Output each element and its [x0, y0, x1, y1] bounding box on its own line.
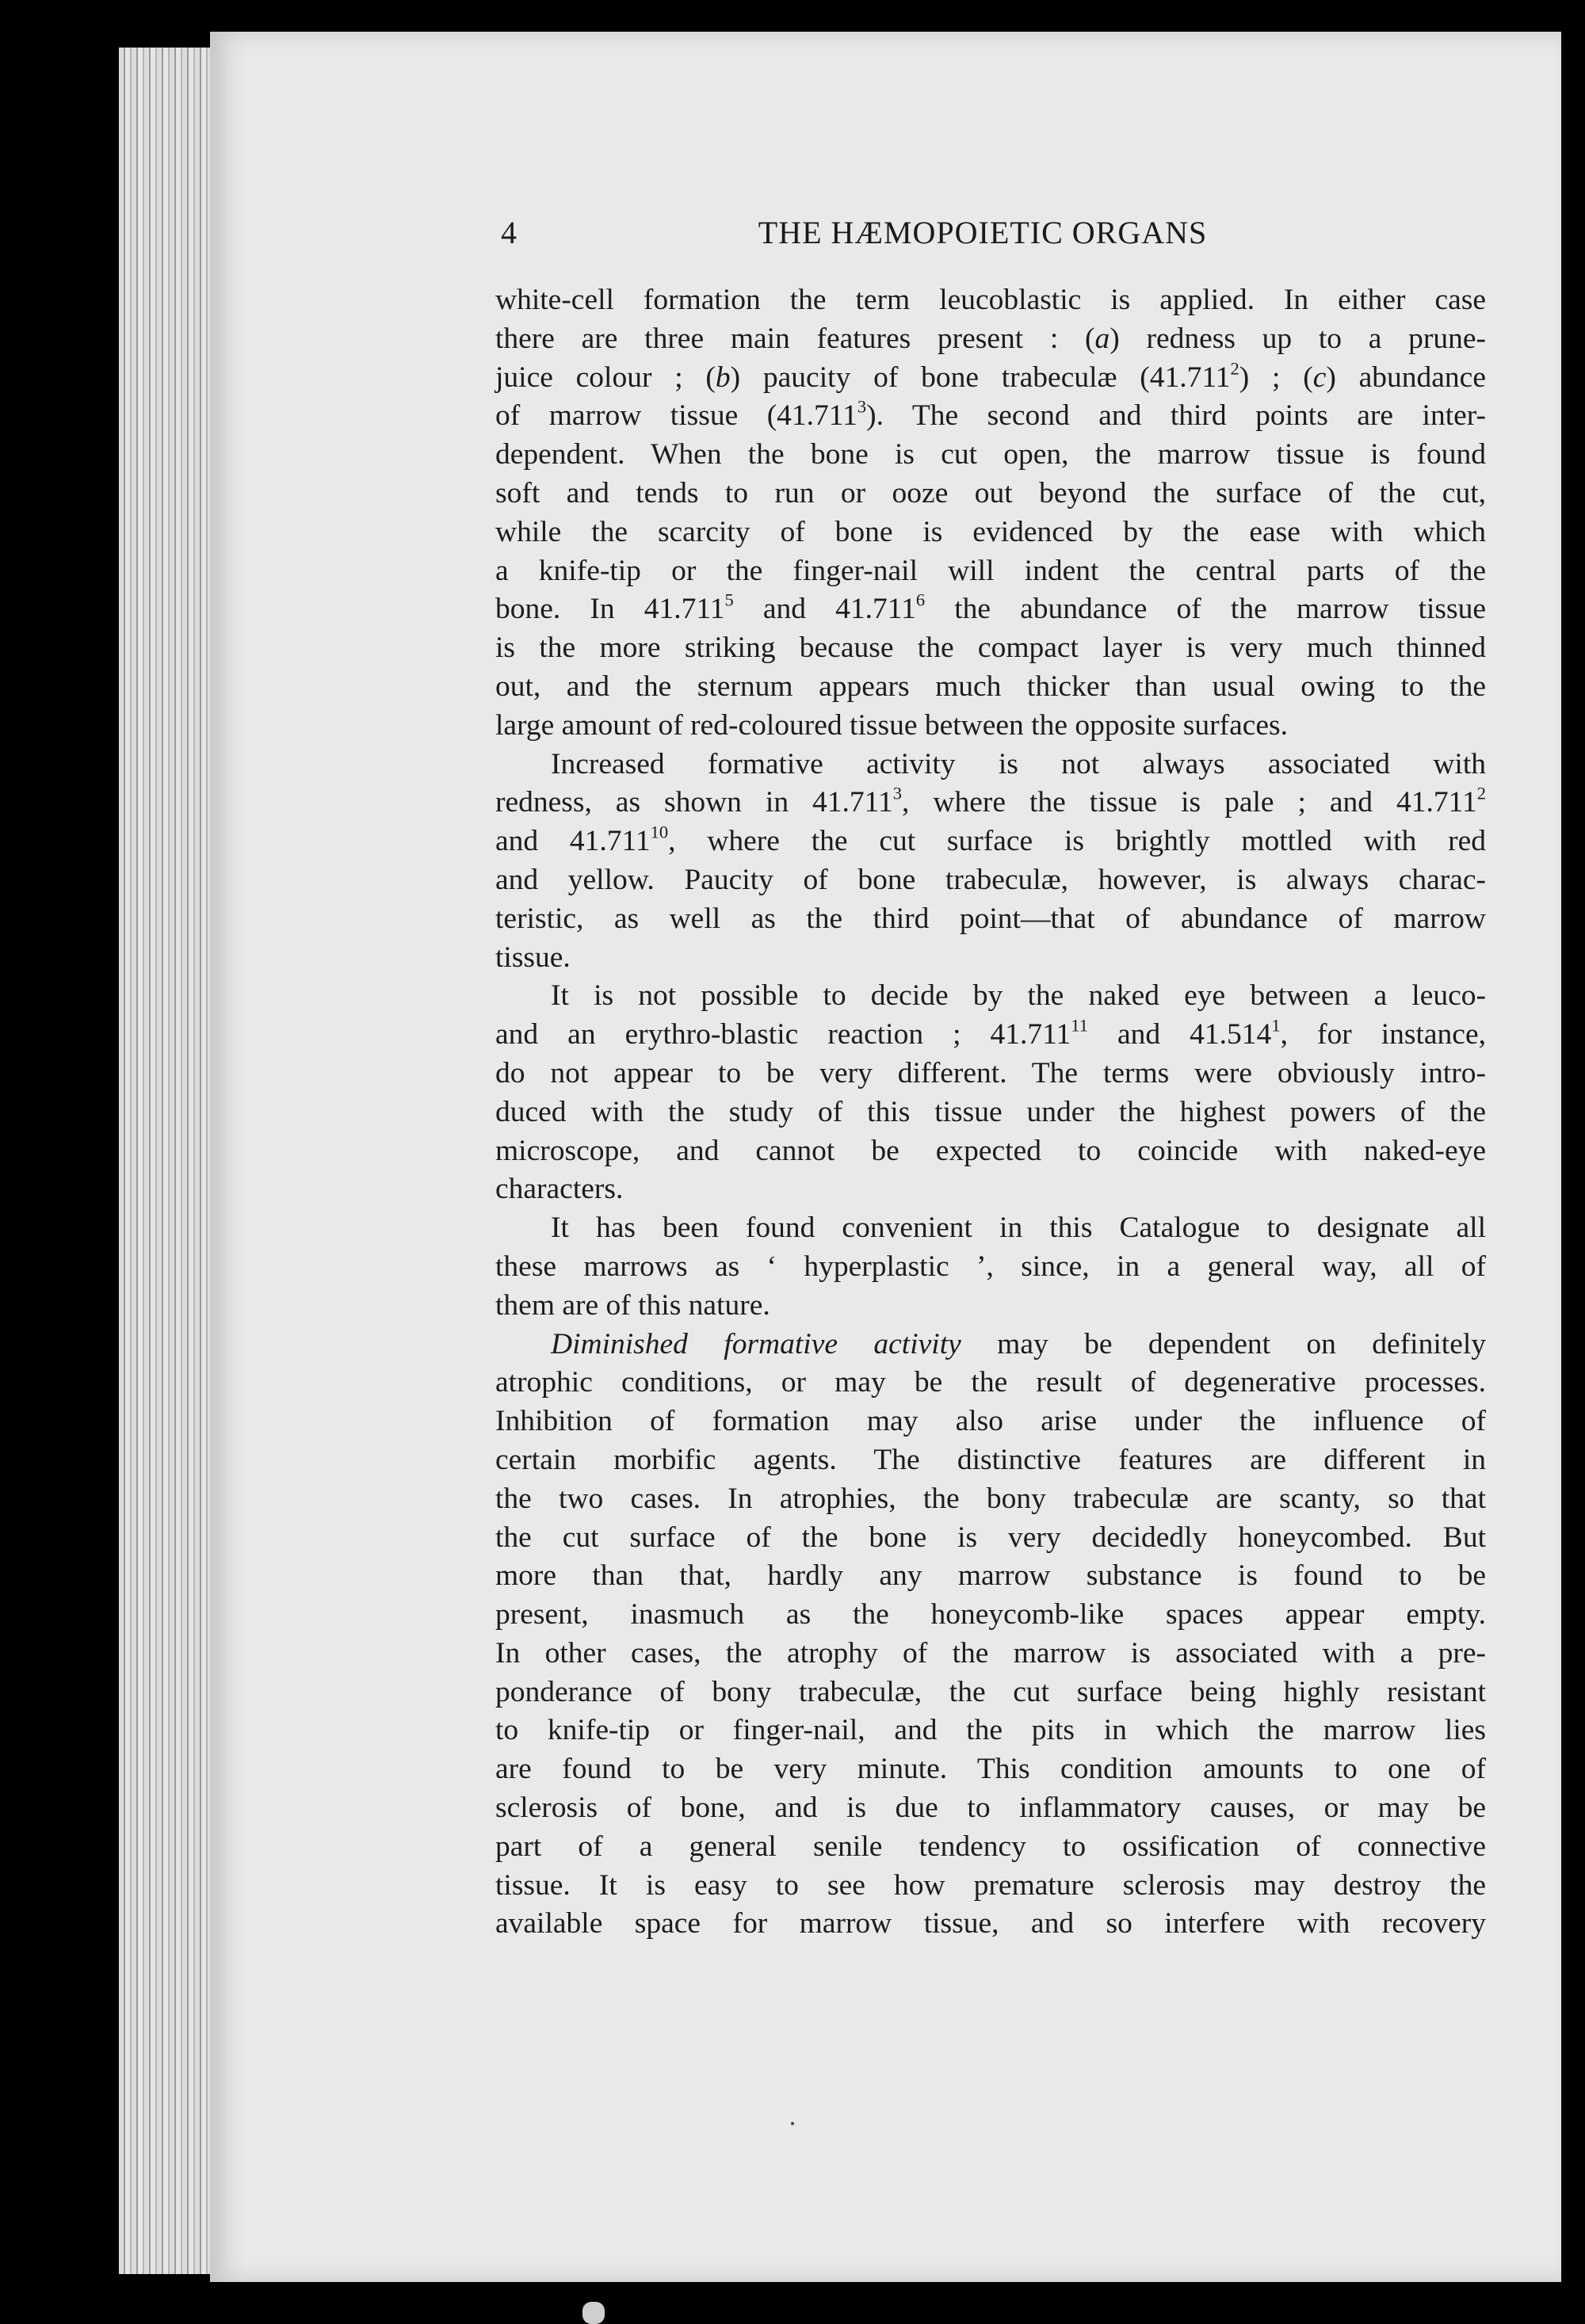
- text-line: [495, 1673, 1486, 1712]
- text-line: [495, 1093, 1486, 1132]
- text-run: Increased formative activity is not always associated with: [551, 747, 1486, 780]
- text-run: teristic, as well as the third point—that of abundance of marrow: [495, 902, 1486, 935]
- italic-text: a: [1094, 322, 1110, 355]
- text-run: microscope, and cannot be expected to coincide with naked-eye: [495, 1134, 1486, 1167]
- text-line: [495, 1557, 1486, 1596]
- superscript: 3: [857, 396, 867, 417]
- text-line: [495, 1519, 1486, 1558]
- text-run: the abundance of the marrow tissue: [925, 593, 1486, 626]
- text-run: bone. In 41.711: [495, 593, 725, 626]
- text-line: [495, 1867, 1486, 1906]
- text-run: ponderance of bony trabeculæ, the cut surface being highly resistant: [495, 1675, 1486, 1708]
- text-line: [495, 1828, 1486, 1867]
- text-run: It is not possible to decide by the naked eye between a leuco-: [551, 979, 1486, 1013]
- superscript: 11: [1071, 1015, 1088, 1036]
- italic-text: c: [1312, 361, 1327, 394]
- superscript: 3: [892, 783, 903, 803]
- superscript: 1: [1271, 1015, 1281, 1036]
- text-run: ) abundance: [1326, 361, 1486, 394]
- text-line: [495, 1596, 1486, 1635]
- text-line: [495, 784, 1486, 822]
- text-line: [495, 1170, 1486, 1209]
- text-line: [495, 475, 1486, 513]
- text-run: to knife-tip or finger-nail, and the pits in which the marrow lies: [495, 1714, 1486, 1747]
- superscript: 10: [650, 822, 669, 842]
- italic-text: b: [715, 361, 731, 394]
- text-run: there are three main features present : (: [495, 322, 1095, 355]
- text-line: [495, 822, 1486, 861]
- text-run: atrophic conditions, or may be the result of degenerative processes.: [495, 1366, 1486, 1399]
- text-line: [495, 1480, 1486, 1519]
- text-run: out, and the sternum appears much thicker than usual owing to the: [495, 670, 1486, 703]
- text-run: and 41.711: [495, 825, 651, 858]
- text-run: ) ; (: [1239, 361, 1313, 394]
- text-run: white-cell formation the term leucoblastic is applied. In either case: [495, 284, 1486, 316]
- superscript: 5: [724, 590, 734, 610]
- text-line: [495, 1209, 1486, 1248]
- text-line: [495, 1055, 1486, 1093]
- text-line: [495, 1789, 1486, 1828]
- text-line: [495, 900, 1486, 939]
- text-run: sclerosis of bone, and is due to inflammatory causes, or may be: [495, 1792, 1486, 1825]
- running-title: THE HÆMOPOIETIC ORGANS: [758, 215, 1208, 250]
- text-run: tissue. It is easy to see how premature sclerosis may destroy the: [495, 1868, 1486, 1902]
- superscript: 2: [1476, 783, 1487, 803]
- text-line: [495, 1248, 1486, 1287]
- text-line: [495, 746, 1486, 784]
- text-run: while the scarcity of bone is evidenced by the ease with which: [495, 515, 1486, 548]
- text-run: and 41.514: [1087, 1018, 1272, 1051]
- text-run: and an erythro-blastic reaction ; 41.711: [495, 1018, 1071, 1051]
- text-run: and yellow. Paucity of bone trabeculæ, however, is always charac-: [495, 863, 1486, 896]
- text-run: , where the cut surface is brightly mottled with red: [668, 825, 1486, 858]
- text-line: [495, 1016, 1486, 1055]
- text-run: them are of this nature.: [495, 1288, 770, 1322]
- text-run: It has been found convenient in this Catalogue to designate all: [551, 1212, 1486, 1245]
- text-run: In other cases, the atrophy of the marrow is associated with a pre-: [495, 1636, 1486, 1670]
- text-line: [495, 436, 1486, 475]
- text-run: Inhibition of formation may also arise under the influence of: [495, 1405, 1486, 1438]
- text-run: a knife-tip or the finger-nail will indent the central parts of the: [495, 554, 1486, 587]
- text-run: redness, as shown in 41.711: [495, 786, 893, 819]
- text-line: [495, 320, 1486, 359]
- text-line: [495, 359, 1486, 398]
- text-run: , where the tissue is pale ; and 41.711: [902, 786, 1477, 819]
- text-run: are found to be very minute. This condition amounts to one of: [495, 1753, 1486, 1786]
- text-line: [495, 939, 1486, 978]
- text-run: dependent. When the bone is cut open, the marrow tissue is found: [495, 438, 1486, 471]
- text-run: juice colour ; (: [495, 361, 716, 394]
- text-run: of marrow tissue (41.711: [495, 399, 857, 433]
- text-line: [495, 1287, 1486, 1326]
- text-line: [495, 513, 1486, 552]
- text-run: the two cases. In atrophies, the bony trabeculæ are scanty, so that: [495, 1482, 1486, 1515]
- page-stack-edge: [119, 48, 214, 2274]
- text-run: these marrows as ‘ hyperplastic ’, since, in a general way, all of: [495, 1250, 1486, 1283]
- text-line: [495, 1712, 1486, 1750]
- text-run: may be dependent on definitely: [961, 1327, 1487, 1360]
- text-line: [495, 707, 1486, 746]
- text-line: [495, 629, 1486, 668]
- text-run: the cut surface of the bone is very decidedly honeycombed. But: [495, 1521, 1486, 1554]
- superscript: 6: [915, 590, 926, 610]
- text-line: [495, 861, 1486, 900]
- text-run: is the more striking because the compact layer is very much thinned: [495, 632, 1486, 665]
- text-run: more than that, hardly any marrow substance is found to be: [495, 1559, 1486, 1593]
- text-run: characters.: [495, 1173, 624, 1206]
- text-run: soft and tends to run or ooze out beyond the surface of the cut,: [495, 476, 1486, 509]
- text-line: [495, 668, 1486, 707]
- text-line: [495, 552, 1486, 591]
- text-run: certain morbific agents. The distinctive features are different in: [495, 1443, 1486, 1476]
- text-run: ). The second and third points are inter-: [866, 399, 1486, 433]
- italic-text: Diminished formative activity: [551, 1327, 961, 1360]
- text-line: [495, 1402, 1486, 1441]
- text-run: do not appear to be very different. The terms were obviously intro-: [495, 1056, 1486, 1089]
- text-run: and 41.711: [733, 593, 916, 626]
- text-run: ) paucity of bone trabeculæ (41.711: [730, 361, 1231, 394]
- text-line: [495, 1905, 1486, 1944]
- text-line: [495, 1441, 1486, 1480]
- text-line: [495, 397, 1486, 436]
- text-run: , for instance,: [1280, 1018, 1486, 1051]
- text-run: large amount of red-coloured tissue between the opposite surfaces.: [495, 708, 1289, 742]
- page-speck: [791, 2122, 794, 2125]
- text-line: [495, 1364, 1486, 1402]
- superscript: 2: [1230, 357, 1239, 378]
- running-head: [491, 214, 1474, 261]
- text-run: tissue.: [495, 941, 571, 974]
- page-number: 4: [501, 215, 518, 250]
- text-run: available space for marrow tissue, and so interfere with recovery: [495, 1907, 1486, 1940]
- text-line: [495, 1750, 1486, 1789]
- text-run: ) redness up to a prune-: [1110, 322, 1486, 355]
- body-text: [495, 281, 1486, 1944]
- text-line: [495, 977, 1486, 1016]
- text-line: [495, 1132, 1486, 1171]
- text-run: duced with the study of this tissue under the highest powers of the: [495, 1095, 1486, 1128]
- scan-artifact: [582, 2302, 605, 2324]
- text-line: [495, 1326, 1486, 1364]
- text-line: [495, 281, 1486, 320]
- text-run: present, inasmuch as the honeycomb-like spaces appear empty.: [495, 1598, 1486, 1631]
- text-line: [495, 590, 1486, 629]
- text-run: part of a general senile tendency to ossification of connective: [495, 1830, 1486, 1863]
- text-line: [495, 1635, 1486, 1673]
